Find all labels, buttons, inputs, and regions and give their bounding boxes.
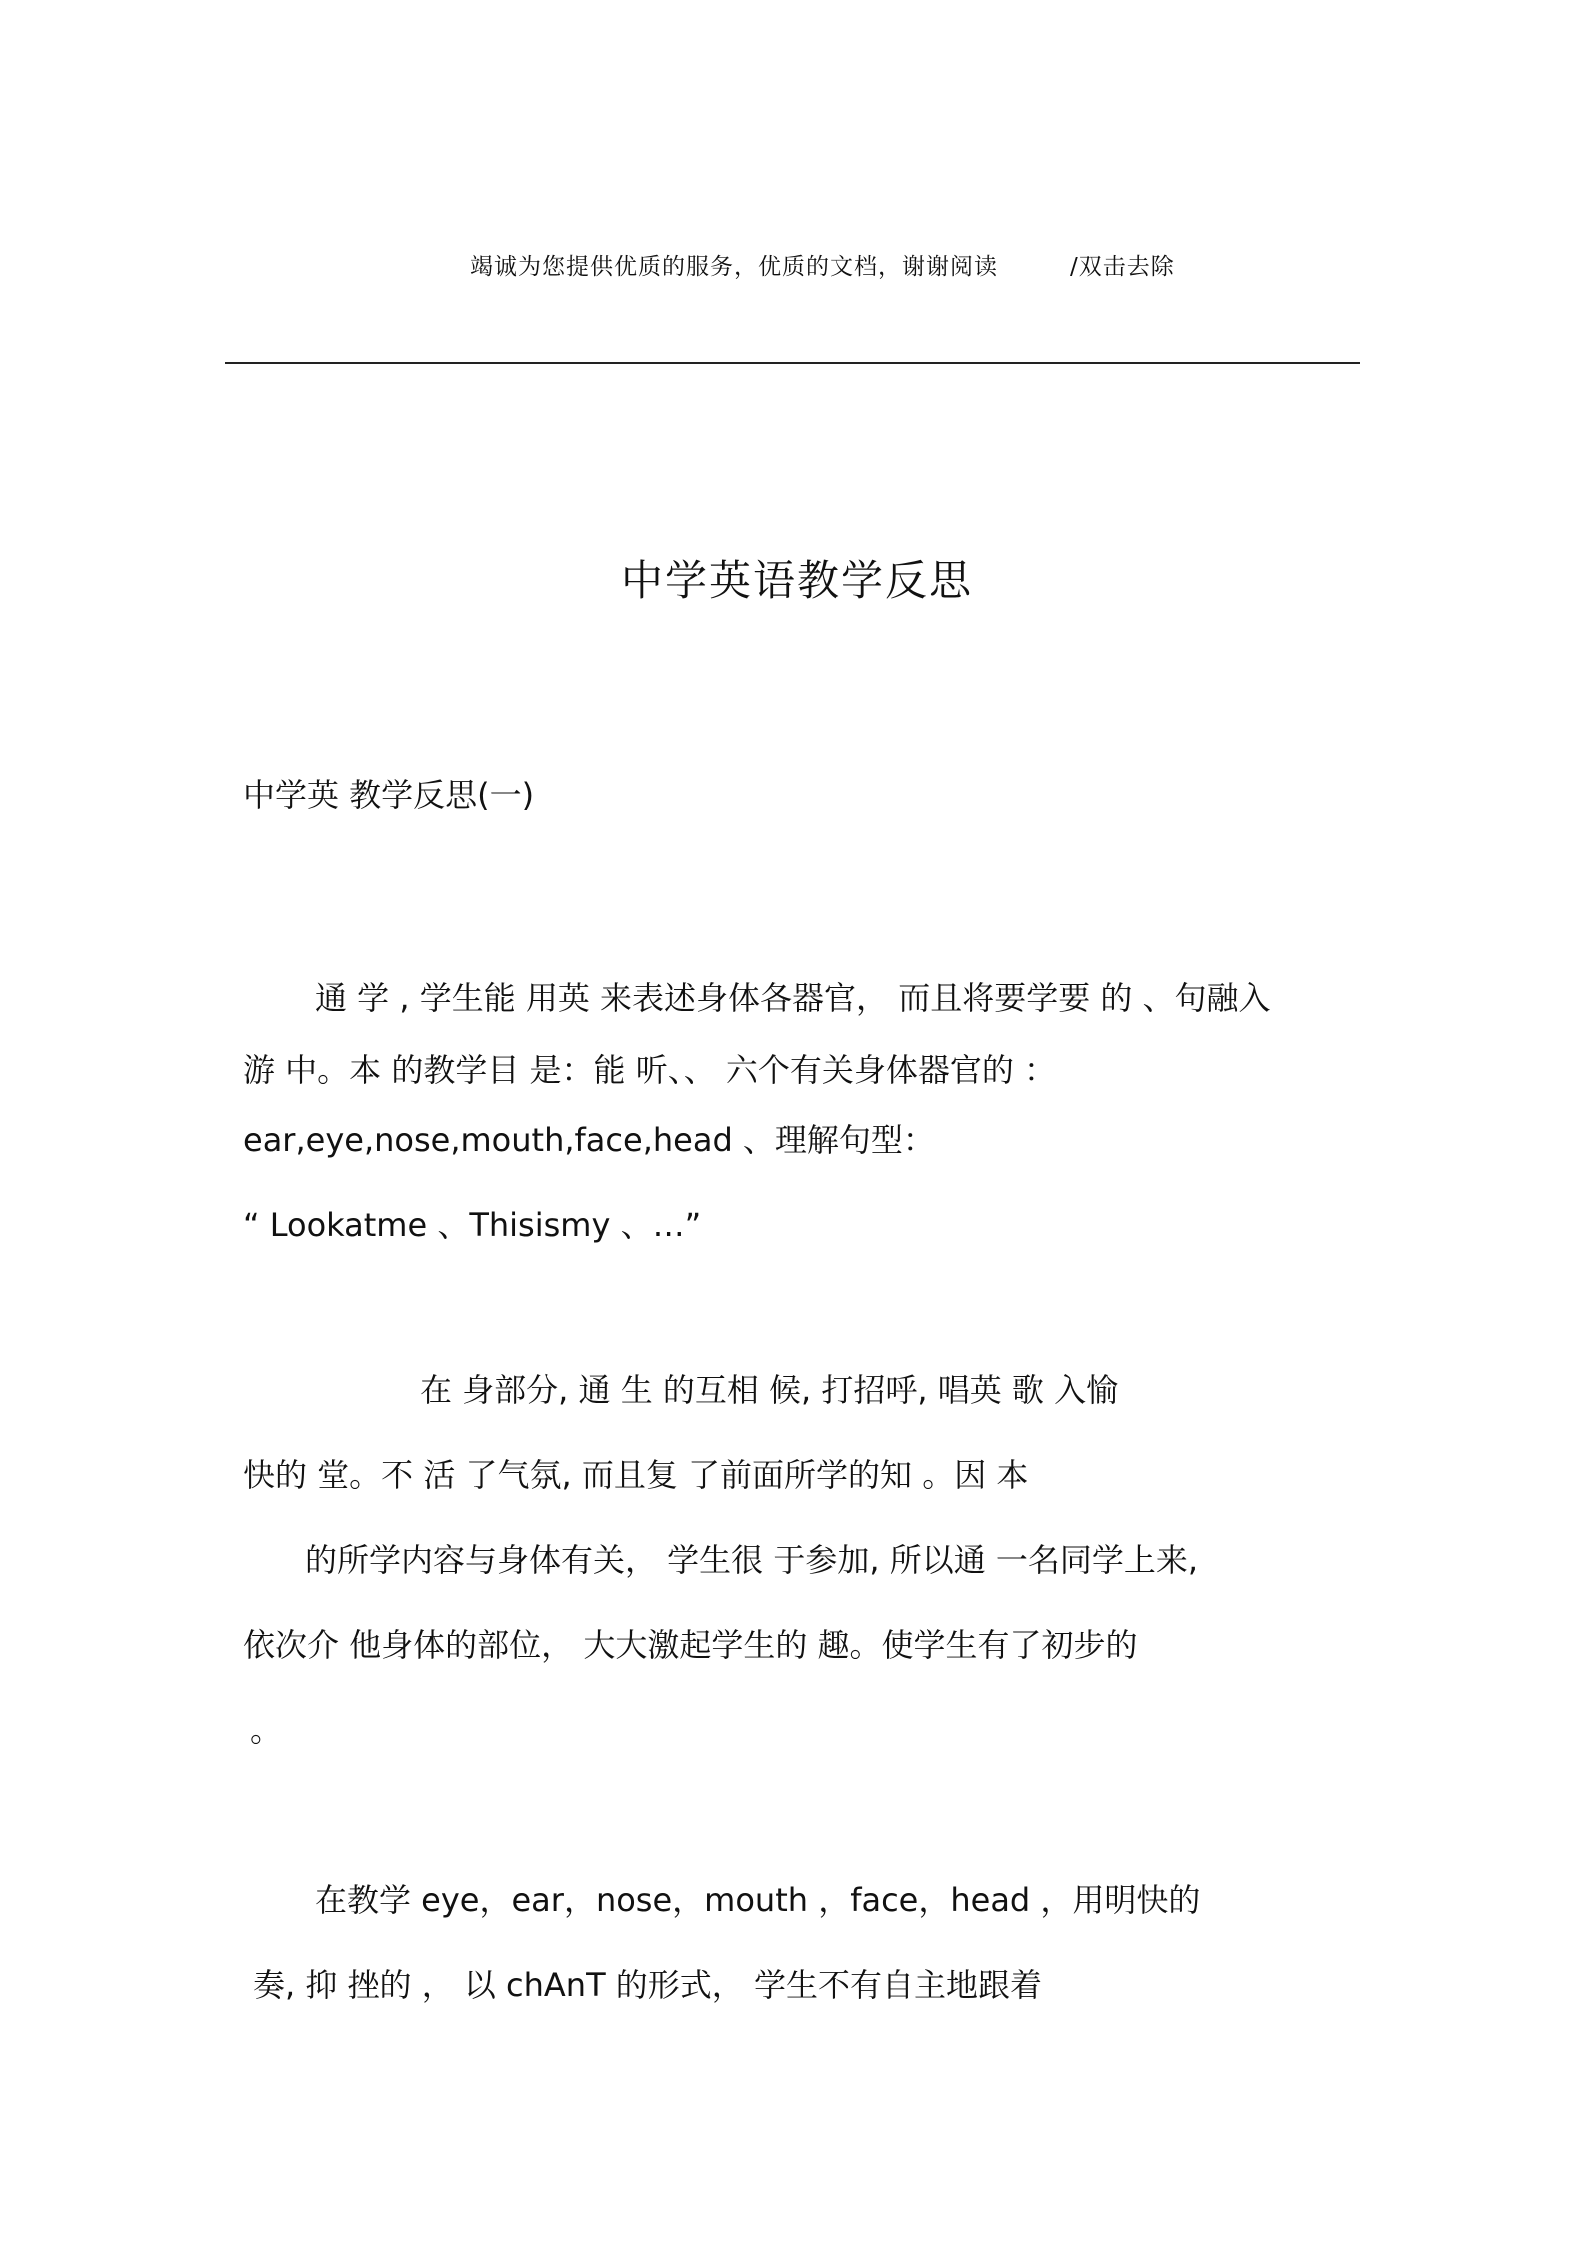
header-note-text: 竭诚为您提供优质的服务，优质的文档，谢谢阅读: [470, 254, 998, 280]
header-rule: [225, 362, 1360, 364]
paragraph-2-line-4: 依次介 他身体的部位， 大大激起学生的 趣。使学生有了初步的: [243, 1626, 1138, 1664]
paragraph-3-line-2: 奏, 抑 挫的 ， 以 chAnT 的形式， 学生不有自主地跟着: [253, 1966, 1042, 2004]
paragraph-1-line-2: 游 中。本 的教学目 是：能 听、、 六个有关身体器官的 ：: [243, 1051, 1057, 1089]
paragraph-2-line-5: 。: [250, 1711, 283, 1749]
header-note: [470, 248, 1175, 281]
header-note-suffix: /双击去除: [1070, 254, 1175, 280]
paragraph-1-line-4: “ Lookatme 、Thisismy 、…”: [243, 1206, 702, 1244]
paragraph-1-line-3: ear,eye,nose,mouth,face,head 、理解句型：: [243, 1121, 935, 1159]
paragraph-3-line-1: 在教学 eye，ear，nose，mouth ，face，head ，用明快的: [315, 1881, 1201, 1919]
paragraph-2-line-2: 快的 堂。不 活 了气氛, 而且复 了前面所学的知 。因 本: [243, 1456, 1029, 1494]
document-title: 中学英语教学反思: [620, 556, 973, 606]
paragraph-2-line-1: 在 身部分, 通 生 的互相 候, 打招呼, 唱英 歌 入愉: [420, 1371, 1119, 1409]
paragraph-2-line-3: 的所学内容与身体有关， 学生很 于参加, 所以通 一名同学上来,: [305, 1541, 1199, 1579]
section-heading: 中学英 教学反思(一): [243, 776, 535, 814]
paragraph-1-line-1: 通 学 , 学生能 用英 来表述身体各器官， 而且将要学要 的 、句融入: [315, 979, 1271, 1017]
